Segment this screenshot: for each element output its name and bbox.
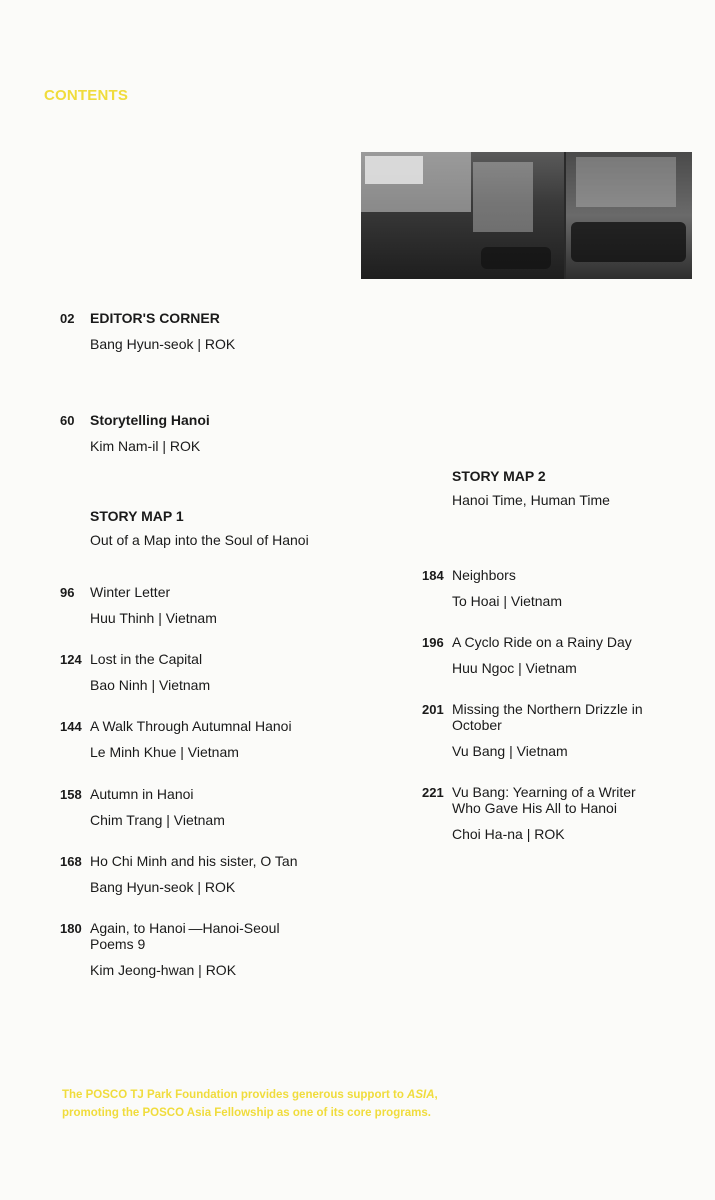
page-number: 60 <box>60 413 75 428</box>
entry-title: A Walk Through Autumnal Hanoi <box>90 718 292 734</box>
entry-author: Bao Ninh | Vietnam <box>90 677 211 693</box>
page-number: 201 <box>422 702 444 717</box>
entry-author: Huu Ngoc | Vietnam <box>452 660 577 676</box>
page-title: CONTENTS <box>44 87 129 104</box>
entry-title: Ho Chi Minh and his sister, O Tan <box>90 853 298 869</box>
street-photo-right <box>566 152 692 279</box>
sponsor-note <box>62 1086 438 1122</box>
journal-name: ASIA <box>407 1089 435 1101</box>
toc-entry[interactable] <box>60 920 310 978</box>
toc-entry[interactable] <box>60 310 360 352</box>
entry-author: Le Minh Khue | Vietnam <box>90 744 239 760</box>
entry-author: Bang Hyun-seok | ROK <box>90 879 236 895</box>
page-number: 144 <box>60 719 82 734</box>
toc-entry[interactable] <box>422 634 682 676</box>
hanoi-street-photo <box>361 152 692 279</box>
page-number: 180 <box>60 921 82 936</box>
toc-entry[interactable] <box>422 567 682 609</box>
page-number: 124 <box>60 652 82 667</box>
story-map-1[interactable] <box>90 508 309 548</box>
toc-entry[interactable] <box>422 784 682 842</box>
entry-author: Huu Thinh | Vietnam <box>90 610 217 626</box>
entry-title: Again, to Hanoi —Hanoi-Seoul Poems 9 <box>90 920 280 952</box>
entry-author: Chim Trang | Vietnam <box>90 812 225 828</box>
toc-entry[interactable] <box>60 584 360 626</box>
entry-author: Kim Jeong-hwan | ROK <box>90 962 237 978</box>
entry-author: Vu Bang | Vietnam <box>452 743 568 759</box>
story-map-2[interactable] <box>452 468 610 508</box>
entry-title: Missing the Northern Drizzle in October <box>452 701 643 733</box>
toc-entry[interactable] <box>60 651 360 693</box>
page-number: 168 <box>60 854 82 869</box>
entry-title: A Cyclo Ride on a Rainy Day <box>452 634 632 650</box>
story-map-subtitle: Hanoi Time, Human Time <box>452 492 610 508</box>
entry-title: Winter Letter <box>90 584 171 600</box>
toc-entry[interactable] <box>422 701 682 759</box>
story-map-subtitle: Out of a Map into the Soul of Hanoi <box>90 532 309 548</box>
page-number: 221 <box>422 785 444 800</box>
toc-entry[interactable] <box>60 718 360 760</box>
entry-author: Kim Nam-il | ROK <box>90 438 201 454</box>
toc-entry[interactable] <box>60 786 360 828</box>
page-number: 158 <box>60 787 82 802</box>
entry-author: To Hoai | Vietnam <box>452 593 562 609</box>
entry-author: Choi Ha-na | ROK <box>452 826 565 842</box>
entry-author: Bang Hyun-seok | ROK <box>90 336 236 352</box>
entry-title: Autumn in Hanoi <box>90 786 194 802</box>
entry-title: Vu Bang: Yearning of a Writer Who Gave His All to Hanoi <box>452 784 636 816</box>
sponsor-comma: , <box>434 1089 438 1101</box>
story-map-label: STORY MAP 2 <box>452 468 546 484</box>
toc-entry[interactable] <box>60 853 360 895</box>
toc-entry[interactable] <box>60 412 360 454</box>
entry-title: EDITOR'S CORNER <box>90 310 220 326</box>
page-number: 184 <box>422 568 444 583</box>
page-number: 02 <box>60 311 75 326</box>
sponsor-text-2: promoting the POSCO Asia Fellowship as one of its core programs. <box>62 1107 431 1119</box>
entry-title: Storytelling Hanoi <box>90 412 210 428</box>
page-number: 196 <box>422 635 444 650</box>
entry-title: Neighbors <box>452 567 516 583</box>
page-number: 96 <box>60 585 75 600</box>
entry-title: Lost in the Capital <box>90 651 203 667</box>
sponsor-text: The POSCO TJ Park Foundation provides generous support to <box>62 1089 408 1101</box>
story-map-label: STORY MAP 1 <box>90 508 184 524</box>
street-photo-left <box>361 152 564 279</box>
